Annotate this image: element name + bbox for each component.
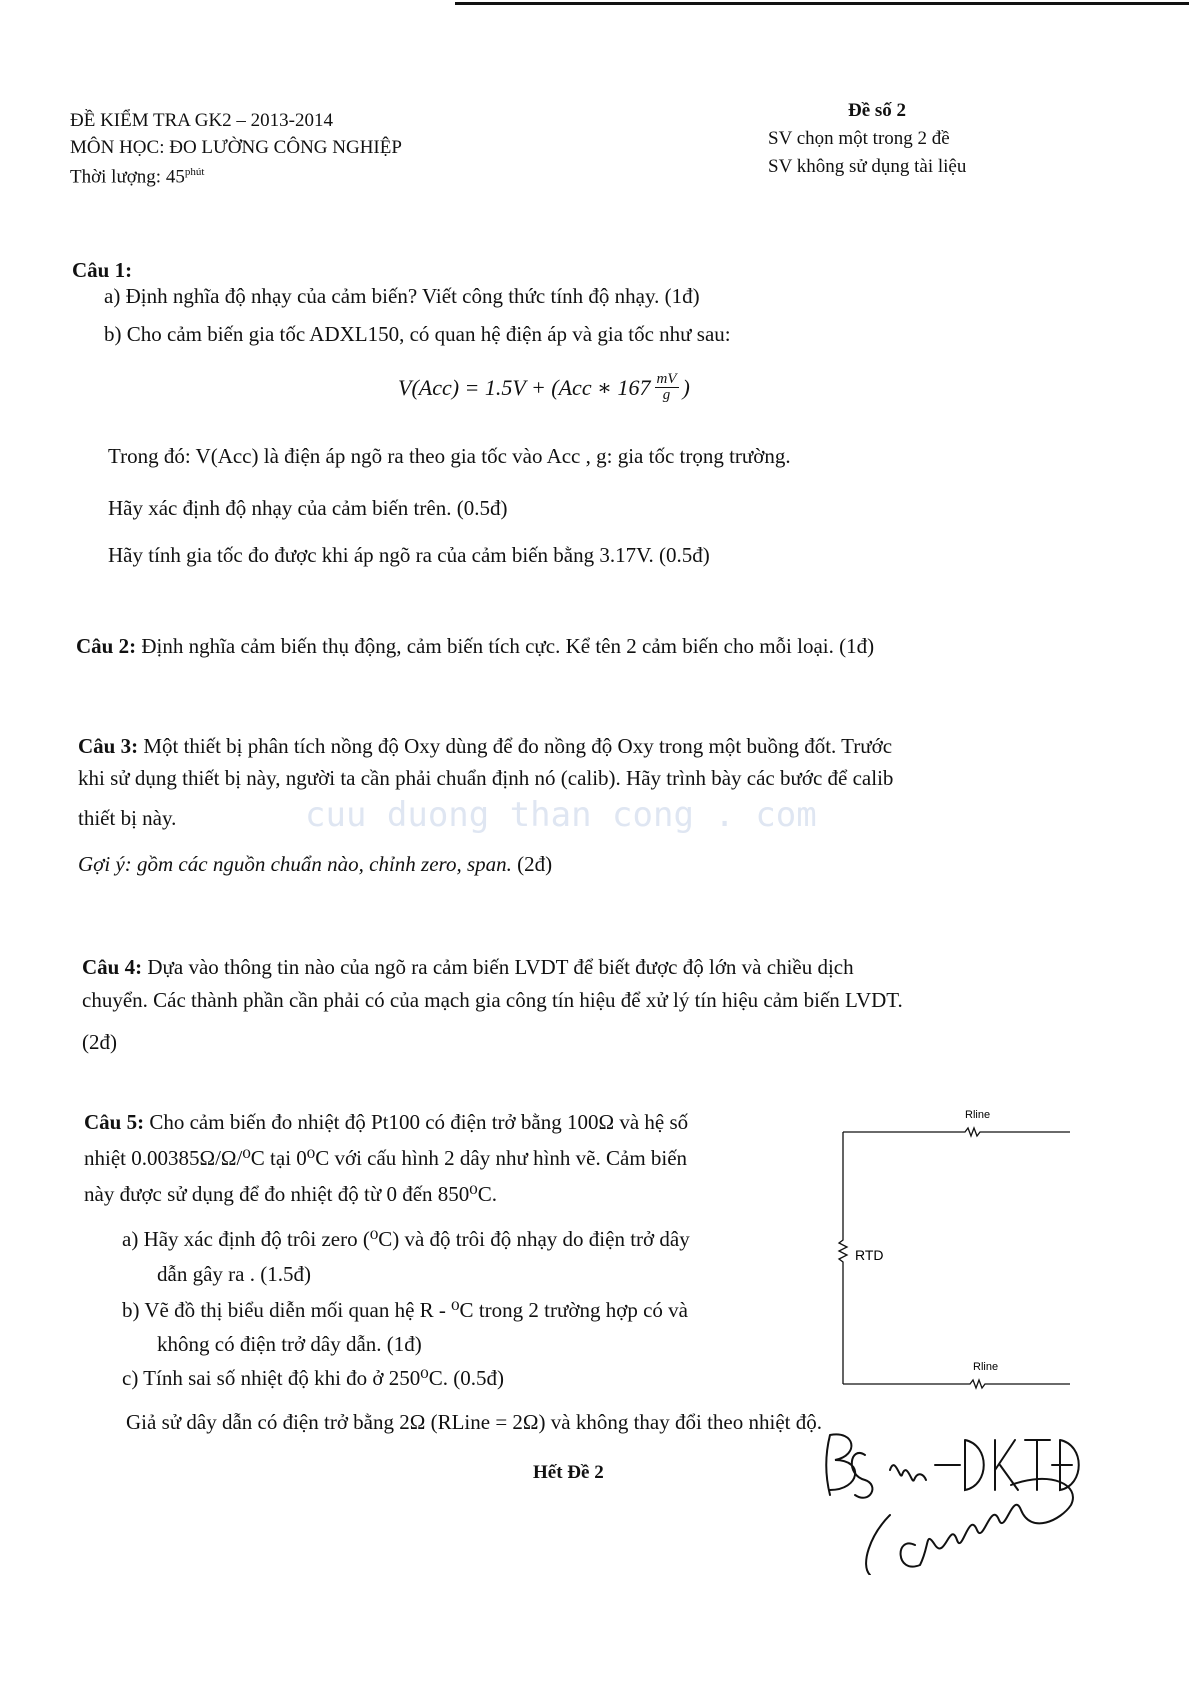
rtd-label: RTD (855, 1247, 884, 1263)
q2-label: Câu 2: (76, 634, 137, 658)
q3-line2: khi sử dụng thiết bị này, người ta cần phải chuẩn định nó (calib). Hãy trình bày các bước để calib (78, 766, 894, 790)
q1-b: b) Cho cảm biến gia tốc ADXL150, có quan hệ điện áp và gia tốc như sau: (104, 322, 731, 346)
q5-c: c) Tính sai số nhiệt độ khi đo ở 250⁰C. (0.5đ) (122, 1366, 504, 1390)
circuit-diagram (835, 1100, 1075, 1400)
signature (820, 1425, 1120, 1580)
q1-task1: Hãy xác định độ nhạy của cảm biến trên. (0.5đ) (108, 496, 508, 520)
note-no-docs: SV không sử dụng tài liệu (768, 156, 967, 177)
q1-task2: Hãy tính gia tốc đo được khi áp ngõ ra của cảm biến bằng 3.17V. (0.5đ) (108, 543, 710, 567)
q3-hint-text: Gợi ý: gồm các nguồn chuẩn nào, chỉnh zero, span. (78, 852, 512, 876)
formula-denominator: g (662, 387, 671, 403)
duration-label: Thời lượng: 45 (70, 166, 185, 188)
q1-a: a) Định nghĩa độ nhạy của cảm biến? Viết công thức tính độ nhạy. (1đ) (104, 284, 700, 308)
formula-numerator: mV (656, 371, 677, 387)
q1-where: Trong đó: V(Acc) là điện áp ngõ ra theo gia tốc vào Acc , g: gia tốc trọng trường. (108, 444, 791, 468)
q4-line1 (82, 955, 854, 980)
q3-label: Câu 3: (78, 734, 139, 758)
rline-top-label: Rline (965, 1109, 991, 1121)
duration-unit: phút (184, 166, 205, 178)
subject: MÔN HỌC: ĐO LƯỜNG CÔNG NGHIỆP (70, 137, 402, 158)
q5-line1 (84, 1110, 688, 1135)
q5-text1: Cho cảm biến đo nhiệt độ Pt100 có điện trở bằng 100Ω và hệ số (149, 1110, 689, 1134)
q1-formula (398, 372, 690, 403)
q4-line2: chuyển. Các thành phần cần phải có của mạch gia công tín hiệu để xử lý tín hiệu cảm biến LVDT. (82, 988, 903, 1012)
q5-line2: nhiệt 0.00385Ω/Ω/⁰C tại 0⁰C với cấu hình 2 dây như hình vẽ. Cảm biến (84, 1146, 688, 1170)
q3-line3: thiết bị này. (78, 806, 177, 830)
q3-line1 (78, 734, 892, 759)
formula-right: ) (682, 374, 690, 400)
two-wire-rtd-circuit (835, 1100, 1075, 1405)
q5-a1: a) Hãy xác định độ trôi zero (⁰C) và độ trôi độ nhạy do điện trở dây (122, 1227, 690, 1251)
top-border-line (455, 2, 1189, 5)
rtd-resistor (839, 1132, 847, 1384)
q5-label: Câu 5: (84, 1110, 145, 1134)
q5-assumption: Giả sử dây dẫn có điện trở bằng 2Ω (RLine = 2Ω) và không thay đổi theo nhiệt độ. (126, 1410, 822, 1434)
rline-bottom-label: Rline (973, 1361, 999, 1373)
q1-label: Câu 1: (72, 258, 133, 282)
q2-text: Định nghĩa cảm biến thụ động, cảm biến tích cực. Kể tên 2 cảm biến cho mỗi loại. (1đ) (141, 634, 875, 658)
formula-fraction (655, 372, 679, 403)
rline-top-resistor (843, 1128, 1070, 1136)
q3-points: (2đ) (517, 852, 553, 876)
q4-line3: (2đ) (82, 1030, 117, 1054)
q3-hint (78, 852, 552, 877)
note-choose: SV chọn một trong 2 đề (768, 128, 950, 149)
duration (70, 166, 204, 189)
handwritten-signature (820, 1425, 1120, 1575)
end-of-exam: Hết Đề 2 (533, 1462, 604, 1483)
q5-a2: dẫn gây ra . (1.5đ) (157, 1262, 311, 1286)
q4-text1: Dựa vào thông tin nào của ngõ ra cảm biến LVDT để biết được độ lớn và chiều dịch (147, 955, 854, 979)
rline-bottom-resistor (843, 1380, 1070, 1388)
formula-left: V(Acc) = 1.5V + (Acc ∗ 167 (398, 374, 651, 400)
q4-label: Câu 4: (82, 955, 143, 979)
q5-b1: b) Vẽ đồ thị biểu diễn mối quan hệ R - ⁰C trong 2 trường hợp có và (122, 1298, 688, 1322)
q5-line3: này được sử dụng để đo nhiệt độ từ 0 đến 850⁰C. (84, 1182, 497, 1206)
watermark: cuu duong than cong . com (305, 795, 817, 835)
exam-number: Đề số 2 (848, 100, 907, 121)
q3-text1: Một thiết bị phân tích nồng độ Oxy dùng để đo nồng độ Oxy trong một buồng đốt. Trước (143, 734, 893, 758)
q5-b2: không có điện trở dây dẫn. (1đ) (157, 1332, 422, 1356)
q2 (76, 634, 874, 659)
exam-title: ĐỀ KIỂM TRA GK2 – 2013-2014 (70, 110, 334, 131)
